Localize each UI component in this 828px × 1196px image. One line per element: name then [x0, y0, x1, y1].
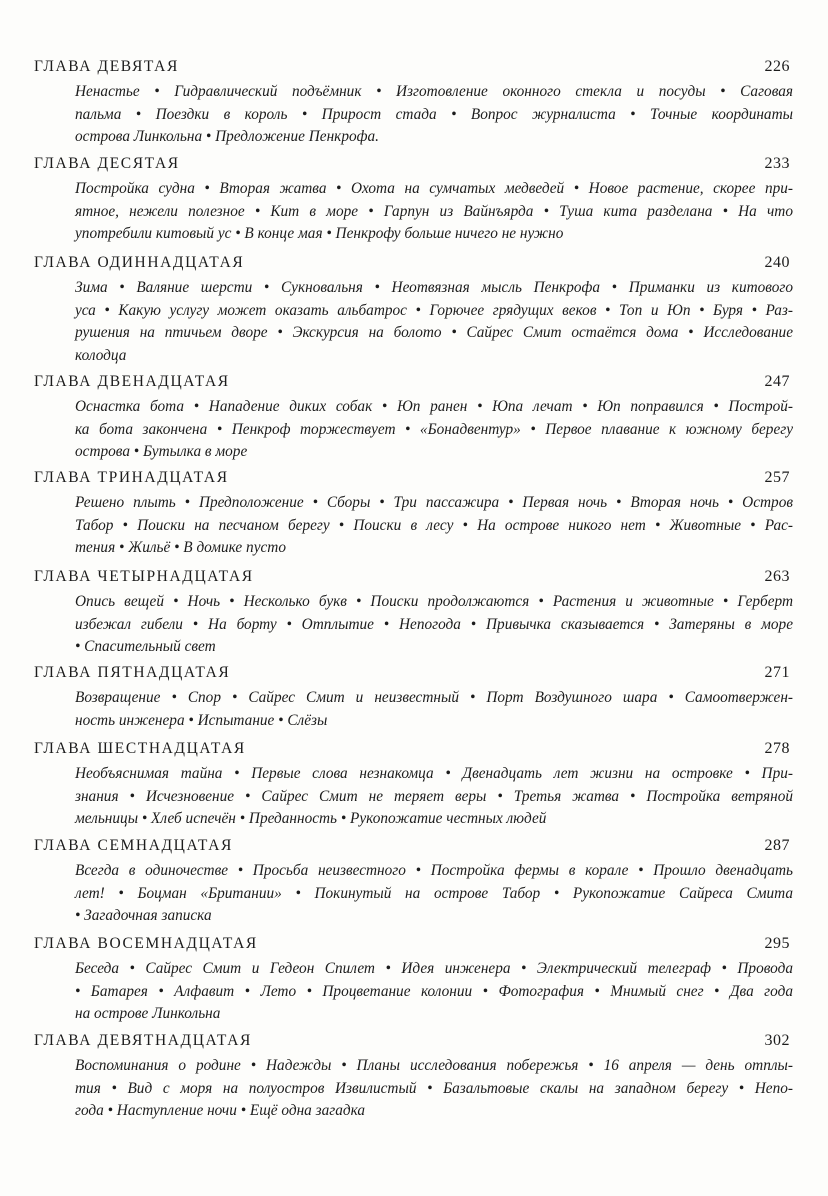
chapter-entry: [0, 155, 828, 242]
chapter-summary: [75, 958, 793, 1026]
summary-line: Решено плыть • Предположение • Сборы • Три пассажира • Первая ночь • Вторая ночь • Остров: [75, 494, 793, 511]
chapter-summary: [75, 591, 793, 659]
chapter-page-number: 233: [764, 155, 790, 172]
chapter-summary: [75, 81, 793, 149]
chapter-title: ГЛАВА ПЯТНАДЦАТАЯ: [34, 664, 231, 681]
chapter-title: ГЛАВА ТРИНАДЦАТАЯ: [34, 469, 229, 486]
chapter-summary: [75, 1055, 793, 1123]
chapter-page-number: 302: [764, 1032, 790, 1049]
chapter-summary: [75, 277, 793, 367]
chapter-summary: [75, 687, 793, 732]
summary-line: ка бота закончена • Пенкроф торжествует • «Бонадвентур» • Первое плавание к южному берегу: [75, 420, 793, 438]
chapter-page-number: 278: [764, 740, 790, 757]
summary-line: знания • Исчезновение • Сайрес Смит не теряет веры • Третья жатва • Постройка ветряной: [75, 787, 793, 805]
summary-line: Постройка судна • Вторая жатва • Охота на сумчатых медведей • Новое растение, скорее при-: [75, 180, 793, 197]
summary-line: тия • Вид с моря на полуостров Извилистый • Базальтовые скалы на западном берегу • Непо-: [75, 1079, 793, 1097]
chapter-entry: [0, 58, 828, 145]
chapter-page-number: 287: [764, 837, 790, 854]
chapter-entry: [0, 254, 828, 364]
summary-line: Воспоминания о родине • Надежды • Планы исследования побережья • 16 апреля — день отплы-: [75, 1057, 793, 1074]
summary-line: Зима • Валяние шерсти • Сукновальня • Неотвязная мысль Пенкрофа • Приманки из китового: [75, 279, 793, 296]
summary-line: на острове Линкольна: [75, 1005, 221, 1022]
chapter-title: ГЛАВА ДЕСЯТАЯ: [34, 155, 180, 172]
chapter-page-number: 247: [764, 373, 790, 390]
summary-line: ность инженера • Испытание • Слёзы: [75, 711, 328, 729]
summary-line: мельницы • Хлеб испечён • Преданность • Рукопожатие честных людей: [75, 810, 547, 827]
summary-line: Табор • Поиски на песчаном берегу • Поиски в лесу • На острове никого нет • Животные • Рас-: [75, 516, 793, 534]
summary-line: употребили китовый ус • В конце мая • Пенкрофу больше ничего не нужно: [75, 225, 564, 242]
chapter-summary: [75, 396, 793, 464]
chapter-summary: [75, 178, 793, 246]
summary-line: лет! • Боцман «Британии» • Покинутый на острове Табор • Рукопожатие Сайреса Смита: [75, 884, 793, 902]
chapter-page-number: 257: [764, 469, 790, 486]
summary-line: Всегда в одиночестве • Просьба неизвестного • Постройка фермы в корале • Прошло двенадцать: [75, 862, 793, 879]
chapter-page-number: 226: [764, 58, 790, 75]
summary-line: • Спасительный свет: [75, 638, 216, 655]
chapter-title: ГЛАВА СЕМНАДЦАТАЯ: [34, 837, 233, 854]
summary-line: ятное, нежели полезное • Кит в море • Гарпун из Вайнъярда • Туша кита разделана • На что: [75, 202, 793, 220]
chapter-summary: [75, 860, 793, 928]
summary-line: года • Наступление ночи • Ещё одна загадка: [75, 1102, 366, 1119]
chapter-title: ГЛАВА ДЕВЯТАЯ: [34, 58, 179, 75]
summary-line: Беседа • Сайрес Смит и Гедеон Спилет • Идея инженера • Электрический телеграф • Провода: [75, 960, 793, 977]
chapter-entry: [0, 1032, 828, 1119]
summary-line: острова • Бутылка в море: [75, 443, 248, 460]
summary-line: Оснастка бота • Нападение диких собак • Юп ранен • Юпа лечат • Юп поправился • Построй-: [75, 398, 793, 415]
summary-line: избежал гибели • На борту • Отплытие • Непогода • Привычка сказывается • Затеряны в море: [75, 615, 793, 633]
chapter-summary: [75, 763, 793, 831]
chapter-page-number: 271: [764, 664, 790, 681]
chapter-page-number: 295: [764, 935, 790, 952]
chapter-title: ГЛАВА ВОСЕМНАДЦАТАЯ: [34, 935, 258, 952]
summary-line: пальма • Поездки в король • Прирост стада • Вопрос журналиста • Точные координаты: [75, 105, 793, 123]
chapter-entry: [0, 837, 828, 924]
chapter-entry: [0, 469, 828, 556]
chapter-entry: [0, 373, 828, 460]
chapter-title: ГЛАВА ШЕСТНАДЦАТАЯ: [34, 740, 246, 757]
summary-line: • Загадочная записка: [75, 907, 212, 924]
chapter-title: ГЛАВА ДЕВЯТНАДЦАТАЯ: [34, 1032, 252, 1049]
summary-line: тения • Жильё • В домике пусто: [75, 539, 286, 556]
chapter-title: ГЛАВА ЧЕТЫРНАДЦАТАЯ: [34, 568, 254, 585]
summary-line: Ненастье • Гидравлический подъёмник • Изготовление оконного стекла и посуды • Саговая: [75, 83, 793, 100]
chapter-entry: [0, 568, 828, 655]
summary-line: острова Линкольна • Предложение Пенкрофа.: [75, 128, 379, 145]
summary-line: уса • Какую услугу может оказать альбатрос • Горючее грядущих веков • Топ и Юп • Буря • Раз-: [75, 301, 793, 319]
chapter-summary: [75, 492, 793, 560]
chapter-entry: [0, 935, 828, 1022]
summary-line: • Батарея • Алфавит • Лето • Процветание колонии • Фотография • Мнимый снег • Два года: [75, 982, 793, 1000]
chapter-entry: [0, 664, 828, 729]
summary-line: Опись вещей • Ночь • Несколько букв • Поиски продолжаются • Растения и животные • Герберт: [75, 593, 793, 610]
chapter-entry: [0, 740, 828, 827]
chapter-title: ГЛАВА ОДИННАДЦАТАЯ: [34, 254, 245, 271]
summary-line: Необъяснимая тайна • Первые слова незнакомца • Двенадцать лет жизни на островке • При-: [75, 765, 793, 782]
summary-line: рушения на птичьем дворе • Экскурсия на болото • Сайрес Смит остаётся дома • Исследование: [75, 324, 793, 341]
chapter-page-number: 263: [764, 568, 790, 585]
summary-line: Возвращение • Спор • Сайрес Смит и неизвестный • Порт Воздушного шара • Самоотвержен-: [75, 689, 793, 706]
chapter-title: ГЛАВА ДВЕНАДЦАТАЯ: [34, 373, 230, 390]
chapter-page-number: 240: [764, 254, 790, 271]
summary-line: колодца: [75, 346, 127, 364]
